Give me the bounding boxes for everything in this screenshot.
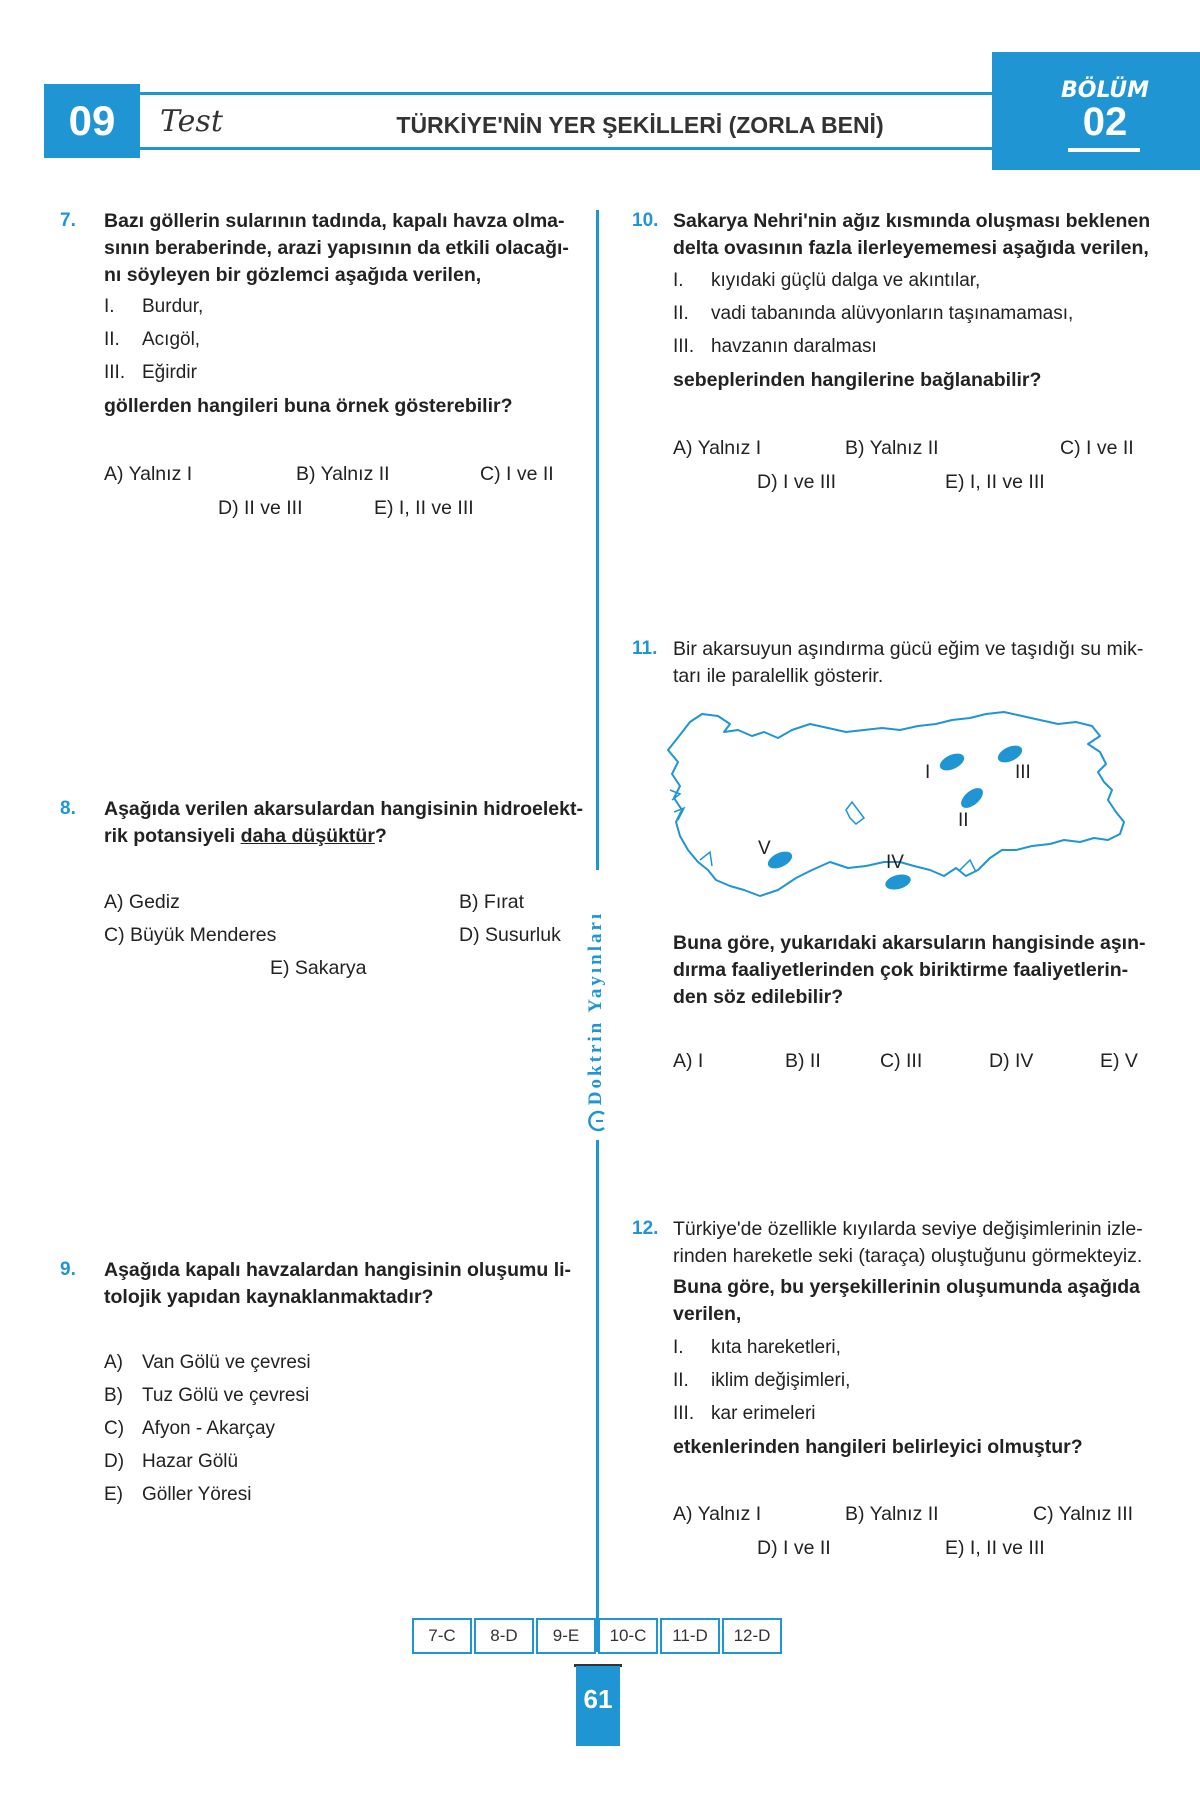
q7-item: II. Acıgöl, [104, 329, 201, 350]
q7-option-b[interactable]: B) Yalnız II [296, 463, 390, 485]
q11-number: 11. [632, 638, 658, 659]
q11-prompt-line: Buna göre, yukarıdaki akarsuların hangisinde aşın- [673, 932, 1146, 954]
q10-item: II. vadi tabanında alüvyonların taşınamaması, [673, 303, 1074, 324]
q7-prompt: göllerden hangileri buna örnek gösterebilir? [104, 395, 513, 417]
map-label-iv: IV [886, 852, 904, 873]
q12-option-d[interactable]: D) I ve II [757, 1537, 831, 1559]
map-label-iii: III [1015, 762, 1031, 783]
q10-item: I. kıyıdaki güçlü dalga ve akıntılar, [673, 270, 981, 291]
q9-option-a[interactable]: A) Van Gölü ve çevresi [104, 1352, 311, 1373]
q11-prompt-line: dırma faaliyetlerinden çok biriktirme faaliyetlerin- [673, 959, 1129, 981]
q7-option-c[interactable]: C) I ve II [480, 463, 554, 485]
q12-stem [673, 1216, 1153, 1270]
q11-option-b[interactable]: B) II [785, 1050, 821, 1072]
q9-option-c[interactable]: C) Afyon - Akarçay [104, 1418, 276, 1439]
publisher-brand: Doktrin Yayınları [585, 910, 606, 1106]
publisher-logo-icon [587, 1110, 609, 1132]
q12-prompt-line: verilen, [673, 1303, 742, 1325]
q12-stem-line: Türkiye'de özellikle kıyılarda seviye değişimlerinin izle- [673, 1218, 1143, 1240]
q8-option-b[interactable]: B) Fırat [459, 891, 525, 913]
q7-stem-line: nı söyleyen bir gözlemci aşağıda verilen, [104, 264, 482, 286]
q9-option-b[interactable]: B) Tuz Gölü ve çevresi [104, 1385, 310, 1406]
q8-stem [104, 796, 584, 850]
q9-stem-line: Aşağıda kapalı havzalardan hangisinin oluşumu li- [104, 1259, 572, 1281]
q12-stem-line: rinden hareketle seki (taraça) oluştuğunu görmekteyiz. [673, 1245, 1143, 1267]
section-underline [1068, 148, 1140, 152]
q12-option-c[interactable]: C) Yalnız III [1033, 1503, 1134, 1525]
answer-key-cell: 7-C [412, 1618, 472, 1654]
q10-stem-line: Sakarya Nehri'nin ağız kısmında oluşması beklenen [673, 210, 1151, 232]
q8-option-d[interactable]: D) Susurluk [459, 924, 561, 946]
q7-option-e[interactable]: E) I, II ve III [374, 497, 474, 519]
q10-option-c[interactable]: C) I ve II [1060, 437, 1134, 459]
q12-prompt-top [673, 1274, 1153, 1328]
q8-option-e[interactable]: E) Sakarya [270, 957, 367, 979]
q10-option-a[interactable]: A) Yalnız I [673, 437, 762, 459]
q12-number: 12. [632, 1218, 659, 1239]
q10-stem-line: delta ovasının fazla ilerleyememesi aşağıda verilen, [673, 237, 1149, 259]
q12-item: III. kar erimeleri [673, 1403, 816, 1424]
test-word: Test [160, 104, 223, 139]
q9-number: 9. [60, 1259, 76, 1280]
q10-prompt: sebeplerinden hangilerine bağlanabilir? [673, 369, 1042, 391]
q11-option-a[interactable]: A) I [673, 1050, 704, 1072]
q10-item: III. havzanın daralması [673, 336, 877, 357]
q9-stem-line: tolojik yapıdan kaynaklanmaktadır? [104, 1286, 434, 1308]
page-title: TÜRKİYE'NİN YER ŞEKİLLERİ (ZORLA BENİ) [396, 112, 884, 138]
q11-option-e[interactable]: E) V [1100, 1050, 1138, 1072]
q9-option-d[interactable]: D) Hazar Gölü [104, 1451, 239, 1472]
q11-prompt-line: den söz edilebilir? [673, 986, 844, 1008]
q7-option-a[interactable]: A) Yalnız I [104, 463, 193, 485]
q7-stem-line: sının beraberinde, arazi yapısının da etkili olacağı- [104, 237, 569, 259]
q12-prompt-line: Buna göre, bu yerşekillerinin oluşumunda aşağıda [673, 1276, 1141, 1298]
answer-key-cell: 8-D [474, 1618, 534, 1654]
q7-item: III. Eğirdir [104, 362, 197, 383]
q11-option-c[interactable]: C) III [880, 1050, 923, 1072]
answer-key-cell: 10-C [598, 1618, 658, 1654]
q12-option-e[interactable]: E) I, II ve III [945, 1537, 1045, 1559]
map-label-i: I [925, 762, 931, 783]
answer-key-cell: 9-E [536, 1618, 596, 1654]
q7-number: 7. [60, 210, 76, 231]
q7-item: I. Burdur, [104, 296, 204, 317]
section-label: BÖLÜM [1060, 78, 1150, 103]
page-number: 61 [583, 1684, 613, 1714]
q9-stem [104, 1257, 584, 1311]
q12-option-b[interactable]: B) Yalnız II [845, 1503, 939, 1525]
q8-option-c[interactable]: C) Büyük Menderes [104, 924, 277, 946]
q10-option-d[interactable]: D) I ve III [757, 471, 837, 493]
section-number: 02 [1082, 100, 1128, 144]
q11-stem [673, 636, 1153, 690]
q12-option-a[interactable]: A) Yalnız I [673, 1503, 762, 1525]
river-iv-mark [884, 872, 913, 892]
q7-stem [104, 208, 584, 289]
answer-key-cell: 11-D [660, 1618, 720, 1654]
q9-option-e[interactable]: E) Göller Yöresi [104, 1484, 252, 1505]
q11-stem-line: tarı ile paralellik gösterir. [673, 665, 884, 687]
q12-item: I. kıta hareketleri, [673, 1337, 841, 1358]
q10-number: 10. [632, 210, 659, 231]
q10-option-e[interactable]: E) I, II ve III [945, 471, 1045, 493]
q10-stem [673, 208, 1153, 262]
q11-prompt [673, 930, 1153, 1011]
map-label-ii: II [958, 810, 969, 831]
q8-stem-line: rik potansiyeli daha düşüktür? [104, 825, 387, 847]
map-label-v: V [758, 838, 771, 859]
q11-stem-line: Bir akarsuyun aşındırma gücü eğim ve taşıdığı su mik- [673, 638, 1144, 660]
test-number: 09 [68, 97, 116, 144]
q8-stem-line: Aşağıda verilen akarsulardan hangisinin hidroelekt- [104, 798, 583, 820]
q12-prompt-bottom: etkenlerinden hangileri belirleyici olmuştur? [673, 1436, 1083, 1458]
q12-item: II. iklim değişimleri, [673, 1370, 851, 1391]
q8-number: 8. [60, 798, 76, 819]
q10-option-b[interactable]: B) Yalnız II [845, 437, 939, 459]
answer-key-cell: 12-D [722, 1618, 782, 1654]
turkey-map [660, 700, 1140, 910]
q8-option-a[interactable]: A) Gediz [104, 891, 180, 913]
q11-option-d[interactable]: D) IV [989, 1050, 1034, 1072]
q7-option-d[interactable]: D) II ve III [218, 497, 303, 519]
q7-stem-line: Bazı göllerin sularının tadında, kapalı havza olma- [104, 210, 565, 232]
